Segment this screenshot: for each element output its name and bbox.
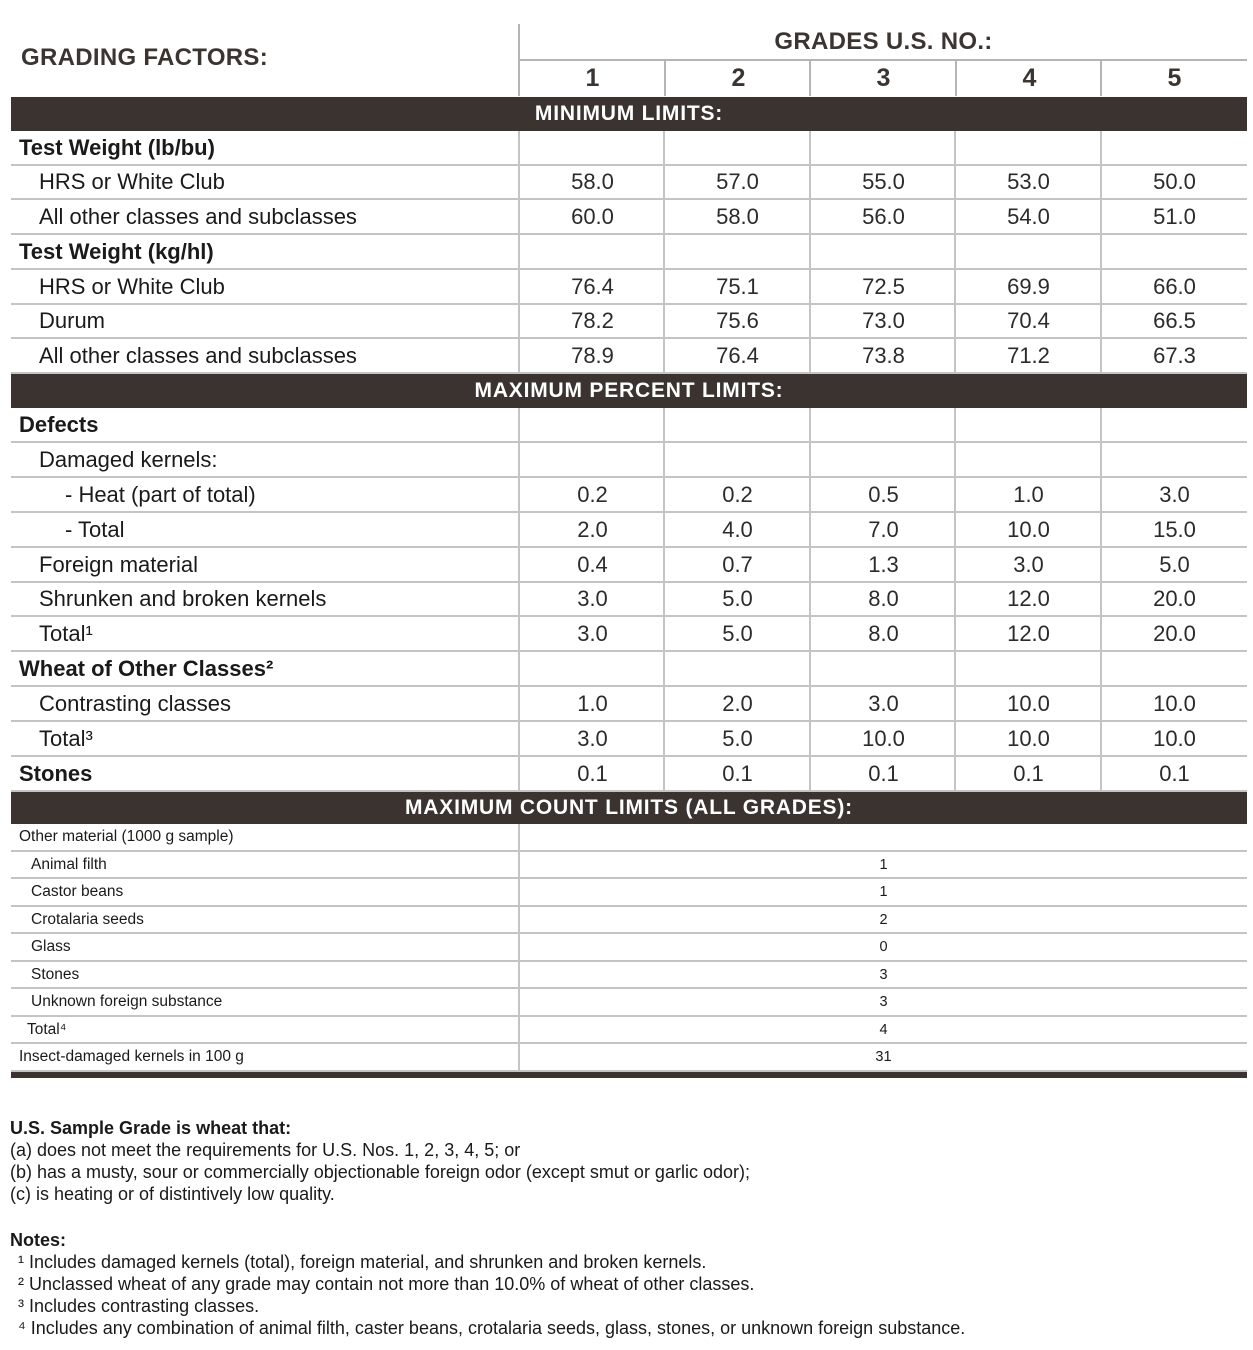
column-divider	[518, 305, 520, 339]
grade-4-value: 10.0	[1007, 725, 1050, 751]
column-divider	[954, 687, 956, 722]
table-row	[11, 907, 1247, 934]
row-label: Stones	[19, 760, 93, 786]
grade-3-value	[811, 131, 956, 164]
table-row	[11, 824, 1247, 852]
column-divider	[518, 852, 520, 879]
grade-4-value: 70.4	[1007, 308, 1050, 333]
grade-1-header: 1	[585, 64, 600, 92]
table-row	[11, 1017, 1247, 1044]
column-divider	[809, 339, 811, 374]
grade-4-value	[956, 443, 1101, 476]
column-divider	[518, 200, 520, 235]
column-divider	[1100, 339, 1102, 374]
table-row	[11, 722, 1247, 757]
column-divider	[663, 305, 665, 339]
row-label: Castor beans	[31, 883, 124, 900]
grade-3-value: 8.0	[868, 620, 899, 646]
table-row	[11, 339, 1247, 374]
grade-2-value: 2.0	[722, 690, 753, 716]
column-divider	[954, 131, 956, 166]
grade-4-value: 53.0	[1007, 169, 1050, 194]
count-value: 3	[879, 994, 888, 1010]
grade-5-value: 66.5	[1153, 308, 1196, 333]
column-divider	[663, 548, 665, 583]
table-bottom-bar	[11, 1072, 1247, 1078]
count-value: 1	[879, 884, 888, 900]
grade-1-value	[520, 235, 665, 268]
grade-3-value: 73.8	[862, 342, 905, 368]
column-divider	[809, 305, 811, 339]
grade-5-value	[1102, 443, 1247, 476]
grade-2-value: 0.1	[722, 760, 753, 786]
row-label: HRS or White Club	[39, 273, 225, 299]
grade-5-value: 10.0	[1153, 690, 1196, 716]
row-label: Total¹	[39, 620, 93, 646]
sample-grade-line: (c) is heating or of distintively low quality.	[10, 1184, 335, 1204]
grade-2-value	[665, 652, 810, 685]
row-label: Damaged kernels:	[39, 446, 218, 472]
grade-3-value: 10.0	[862, 725, 905, 751]
column-divider	[663, 722, 665, 757]
grade-3-value	[811, 652, 956, 685]
column-divider	[663, 235, 665, 270]
table-row	[11, 989, 1247, 1017]
grade-3-value	[811, 443, 956, 476]
grade-4-value: 10.0	[1007, 690, 1050, 716]
column-divider	[954, 548, 956, 583]
count-value	[520, 824, 1247, 850]
row-label: Test Weight (kg/hl)	[19, 238, 214, 264]
column-divider	[1100, 200, 1102, 235]
note-line: ² Unclassed wheat of any grade may contain not more than 10.0% of wheat of other classes.	[18, 1274, 755, 1294]
grade-5-value: 5.0	[1159, 551, 1190, 577]
grade-1-value: 3.0	[577, 586, 608, 611]
grade-5-value: 67.3	[1153, 342, 1196, 368]
column-divider	[809, 548, 811, 583]
grade-2-value: 5.0	[722, 586, 753, 611]
column-divider	[518, 478, 520, 513]
table-row	[11, 166, 1247, 200]
column-divider	[809, 583, 811, 617]
column-divider	[518, 131, 520, 166]
note-line: ³ Includes contrasting classes.	[18, 1296, 260, 1316]
grading-factors-heading: GRADING FACTORS:	[21, 44, 269, 71]
grade-4-value: 71.2	[1007, 342, 1050, 368]
column-divider	[518, 934, 520, 962]
column-divider	[518, 879, 520, 907]
column-divider	[954, 757, 956, 792]
column-divider	[518, 989, 520, 1017]
column-divider	[954, 166, 956, 200]
column-divider	[518, 962, 520, 989]
count-value: 0	[879, 939, 888, 955]
count-value: 2	[879, 911, 888, 928]
column-divider	[809, 166, 811, 200]
notes-title: Notes:	[10, 1230, 67, 1250]
grade-1-value: 58.0	[571, 169, 614, 194]
grade-3-value: 0.1	[868, 760, 899, 786]
grade-5-value: 10.0	[1153, 725, 1196, 751]
grade-1-value	[520, 652, 665, 685]
column-divider	[1100, 443, 1102, 478]
grade-2-header: 2	[731, 64, 746, 92]
grade-4-value: 10.0	[1007, 516, 1050, 542]
column-divider	[518, 583, 520, 617]
column-divider	[518, 339, 520, 374]
row-label: Defects	[19, 411, 99, 437]
column-divider	[1100, 583, 1102, 617]
sample-grade-line: (b) has a musty, sour or commercially objectionable foreign odor (except smut or garlic odor);	[10, 1162, 750, 1182]
grade-5-value: 20.0	[1153, 620, 1196, 646]
column-divider	[954, 513, 956, 548]
table-row	[11, 934, 1247, 962]
row-label: Foreign material	[39, 551, 198, 577]
column-divider	[954, 443, 956, 478]
row-label: Test Weight (lb/bu)	[19, 134, 215, 160]
column-divider	[1100, 513, 1102, 548]
column-divider	[663, 652, 665, 687]
grade-4-value: 3.0	[1013, 551, 1044, 577]
grade-2-value: 76.4	[716, 342, 759, 368]
grade-2-value	[665, 131, 810, 164]
column-divider	[954, 235, 956, 270]
column-divider	[809, 408, 811, 443]
row-label: Stones	[31, 965, 80, 983]
column-divider	[663, 131, 665, 166]
grade-2-value: 4.0	[722, 516, 753, 542]
grade-3-value: 7.0	[868, 516, 899, 542]
column-divider	[518, 443, 520, 478]
row-label: Durum	[39, 308, 106, 333]
column-divider	[663, 270, 665, 305]
column-divider	[663, 166, 665, 200]
grade-4-value: 1.0	[1013, 481, 1044, 507]
row-label: Wheat of Other Classes²	[19, 655, 274, 681]
column-divider	[954, 270, 956, 305]
count-value: 4	[879, 1021, 888, 1038]
grade-4-header: 4	[1022, 64, 1037, 92]
grade-4-value	[956, 408, 1101, 441]
grade-3-value: 3.0	[868, 690, 899, 716]
table-row	[11, 962, 1247, 989]
grade-2-value: 5.0	[722, 620, 753, 646]
column-divider	[518, 548, 520, 583]
column-divider	[1100, 235, 1102, 270]
column-divider	[663, 443, 665, 478]
grade-1-value: 0.4	[577, 551, 608, 577]
column-divider	[1100, 687, 1102, 722]
grade-1-value: 3.0	[577, 725, 608, 751]
column-divider	[809, 200, 811, 235]
minimum-limits-band: MINIMUM LIMITS:	[11, 97, 1247, 131]
row-label: Total³	[39, 725, 93, 751]
grade-2-value: 57.0	[716, 169, 759, 194]
row-label: Crotalaria seeds	[31, 910, 144, 928]
column-divider	[518, 617, 520, 652]
grades-heading: GRADES U.S. NO.:	[774, 28, 993, 55]
grade-4-value	[956, 235, 1101, 268]
column-divider	[1100, 131, 1102, 166]
grade-5-value	[1102, 652, 1247, 685]
column-divider	[954, 200, 956, 235]
grade-3-value: 0.5	[868, 481, 899, 507]
column-divider	[954, 722, 956, 757]
note-line: ¹ Includes damaged kernels (total), foreign material, and shrunken and broken kernels.	[18, 1252, 707, 1272]
grade-1-value	[520, 131, 665, 164]
table-row	[11, 131, 1247, 166]
grade-5-value	[1102, 408, 1247, 441]
column-divider	[663, 200, 665, 235]
column-divider	[518, 1044, 520, 1072]
row-label: Unknown foreign substance	[31, 993, 223, 1010]
row-label: - Total	[65, 516, 125, 542]
column-divider	[1100, 478, 1102, 513]
grade-1-value: 76.4	[571, 273, 614, 299]
column-divider	[809, 443, 811, 478]
column-divider	[1100, 408, 1102, 443]
grade-1-value: 0.2	[577, 481, 608, 507]
grade-5-value: 51.0	[1153, 203, 1196, 229]
table-row	[11, 757, 1247, 792]
table-row	[11, 583, 1247, 617]
table-row	[11, 478, 1247, 513]
column-divider	[809, 617, 811, 652]
grade-1-value: 78.2	[571, 308, 614, 333]
column-divider	[518, 235, 520, 270]
grade-3-value: 56.0	[862, 203, 905, 229]
table-row	[11, 200, 1247, 235]
column-divider	[1100, 270, 1102, 305]
column-divider	[663, 687, 665, 722]
table-row	[11, 270, 1247, 305]
maximum-percent-limits-band: MAXIMUM PERCENT LIMITS:	[11, 374, 1247, 408]
row-label: Contrasting classes	[39, 690, 231, 716]
grade-2-value: 75.1	[716, 273, 759, 299]
grade-5-value: 20.0	[1153, 586, 1196, 611]
count-value: 3	[879, 966, 888, 983]
column-divider	[518, 652, 520, 687]
table-row	[11, 652, 1247, 687]
row-label: Glass	[31, 938, 71, 955]
row-label: Total⁴	[27, 1020, 67, 1038]
grade-4-value: 69.9	[1007, 273, 1050, 299]
grade-1-value: 0.1	[577, 760, 608, 786]
grade-2-value: 0.7	[722, 551, 753, 577]
grade-3-value: 72.5	[862, 273, 905, 299]
grade-5-value	[1102, 131, 1247, 164]
count-value: 1	[879, 856, 888, 873]
grade-3-value	[811, 235, 956, 268]
column-divider	[663, 339, 665, 374]
column-divider	[954, 652, 956, 687]
count-value: 31	[875, 1049, 892, 1065]
row-label: Insect-damaged kernels in 100 g	[19, 1048, 244, 1065]
grades-underline	[520, 59, 1247, 61]
column-divider	[518, 166, 520, 200]
grade-5-value: 50.0	[1153, 169, 1196, 194]
grade-2-value: 75.6	[716, 308, 759, 333]
grade-4-value: 54.0	[1007, 203, 1050, 229]
sample-grade-title: U.S. Sample Grade is wheat that:	[10, 1118, 292, 1138]
column-divider	[518, 687, 520, 722]
table-row	[11, 1044, 1247, 1072]
table-row	[11, 408, 1247, 443]
column-divider	[809, 478, 811, 513]
grade-3-value: 55.0	[862, 169, 905, 194]
grade-1-value	[520, 408, 665, 441]
column-divider	[809, 687, 811, 722]
grade-3-header: 3	[876, 64, 891, 92]
column-divider	[518, 270, 520, 305]
grade-3-value: 8.0	[868, 586, 899, 611]
column-divider	[518, 1017, 520, 1044]
column-divider	[518, 824, 520, 852]
row-label: Animal filth	[31, 855, 107, 873]
table-row	[11, 443, 1247, 478]
row-label: Other material (1000 g sample)	[19, 828, 234, 845]
grade-4-value	[956, 652, 1101, 685]
grade-2-value: 58.0	[716, 203, 759, 229]
grade-1-value: 2.0	[577, 516, 608, 542]
column-divider	[663, 617, 665, 652]
grade-1-value: 60.0	[571, 203, 614, 229]
column-divider	[809, 235, 811, 270]
maximum-count-limits-band: MAXIMUM COUNT LIMITS (ALL GRADES):	[11, 792, 1247, 824]
grade-3-value	[811, 408, 956, 441]
row-label: Shrunken and broken kernels	[39, 586, 327, 611]
column-divider	[809, 131, 811, 166]
grade-2-value	[665, 235, 810, 268]
column-divider	[1100, 617, 1102, 652]
grade-1-value	[520, 443, 665, 476]
column-divider	[809, 513, 811, 548]
table-row	[11, 305, 1247, 339]
column-divider	[954, 339, 956, 374]
row-label: HRS or White Club	[39, 169, 225, 194]
grade-2-value	[665, 408, 810, 441]
column-divider	[518, 513, 520, 548]
column-divider	[1100, 757, 1102, 792]
column-divider	[1100, 305, 1102, 339]
grade-2-value: 0.2	[722, 481, 753, 507]
table-row	[11, 687, 1247, 722]
column-divider	[809, 722, 811, 757]
column-divider	[663, 757, 665, 792]
column-divider	[1100, 652, 1102, 687]
column-divider	[1100, 548, 1102, 583]
grade-4-value: 12.0	[1007, 586, 1050, 611]
table-row	[11, 617, 1247, 652]
column-divider	[518, 722, 520, 757]
grade-5-header: 5	[1167, 64, 1182, 92]
row-label: All other classes and subclasses	[39, 203, 357, 229]
column-divider	[518, 757, 520, 792]
grade-2-value: 5.0	[722, 725, 753, 751]
column-divider	[1100, 722, 1102, 757]
row-label: - Heat (part of total)	[65, 481, 256, 507]
table-row	[11, 513, 1247, 548]
column-divider	[663, 478, 665, 513]
grade-3-value: 73.0	[862, 308, 905, 333]
grade-4-value: 12.0	[1007, 620, 1050, 646]
column-divider	[954, 305, 956, 339]
grade-4-value: 0.1	[1013, 760, 1044, 786]
column-divider	[954, 408, 956, 443]
column-divider	[809, 757, 811, 792]
grade-5-value: 15.0	[1153, 516, 1196, 542]
grade-4-value	[956, 131, 1101, 164]
column-divider	[518, 408, 520, 443]
grade-5-value: 66.0	[1153, 273, 1196, 299]
column-divider	[518, 907, 520, 934]
grade-5-value: 0.1	[1159, 760, 1190, 786]
grade-1-value: 78.9	[571, 342, 614, 368]
column-divider	[663, 583, 665, 617]
table-row	[11, 548, 1247, 583]
grade-5-value: 3.0	[1159, 481, 1190, 507]
note-line: ⁴ Includes any combination of animal filth, caster beans, crotalaria seeds, glass, stones, or unknown foreign substance.	[18, 1318, 966, 1338]
column-divider	[954, 617, 956, 652]
grade-3-value: 1.3	[868, 551, 899, 577]
column-divider	[1100, 166, 1102, 200]
column-divider	[954, 478, 956, 513]
column-divider	[663, 408, 665, 443]
table-row	[11, 235, 1247, 270]
table-row	[11, 852, 1247, 879]
table-row	[11, 879, 1247, 907]
grade-1-value: 3.0	[577, 620, 608, 646]
column-divider	[809, 270, 811, 305]
column-divider	[809, 652, 811, 687]
sample-grade-line: (a) does not meet the requirements for U.S. Nos. 1, 2, 3, 4, 5; or	[10, 1140, 521, 1160]
grade-1-value: 1.0	[577, 690, 608, 716]
grade-5-value	[1102, 235, 1247, 268]
row-label: All other classes and subclasses	[39, 342, 357, 368]
column-divider	[663, 513, 665, 548]
grade-2-value	[665, 443, 810, 476]
column-divider	[954, 583, 956, 617]
